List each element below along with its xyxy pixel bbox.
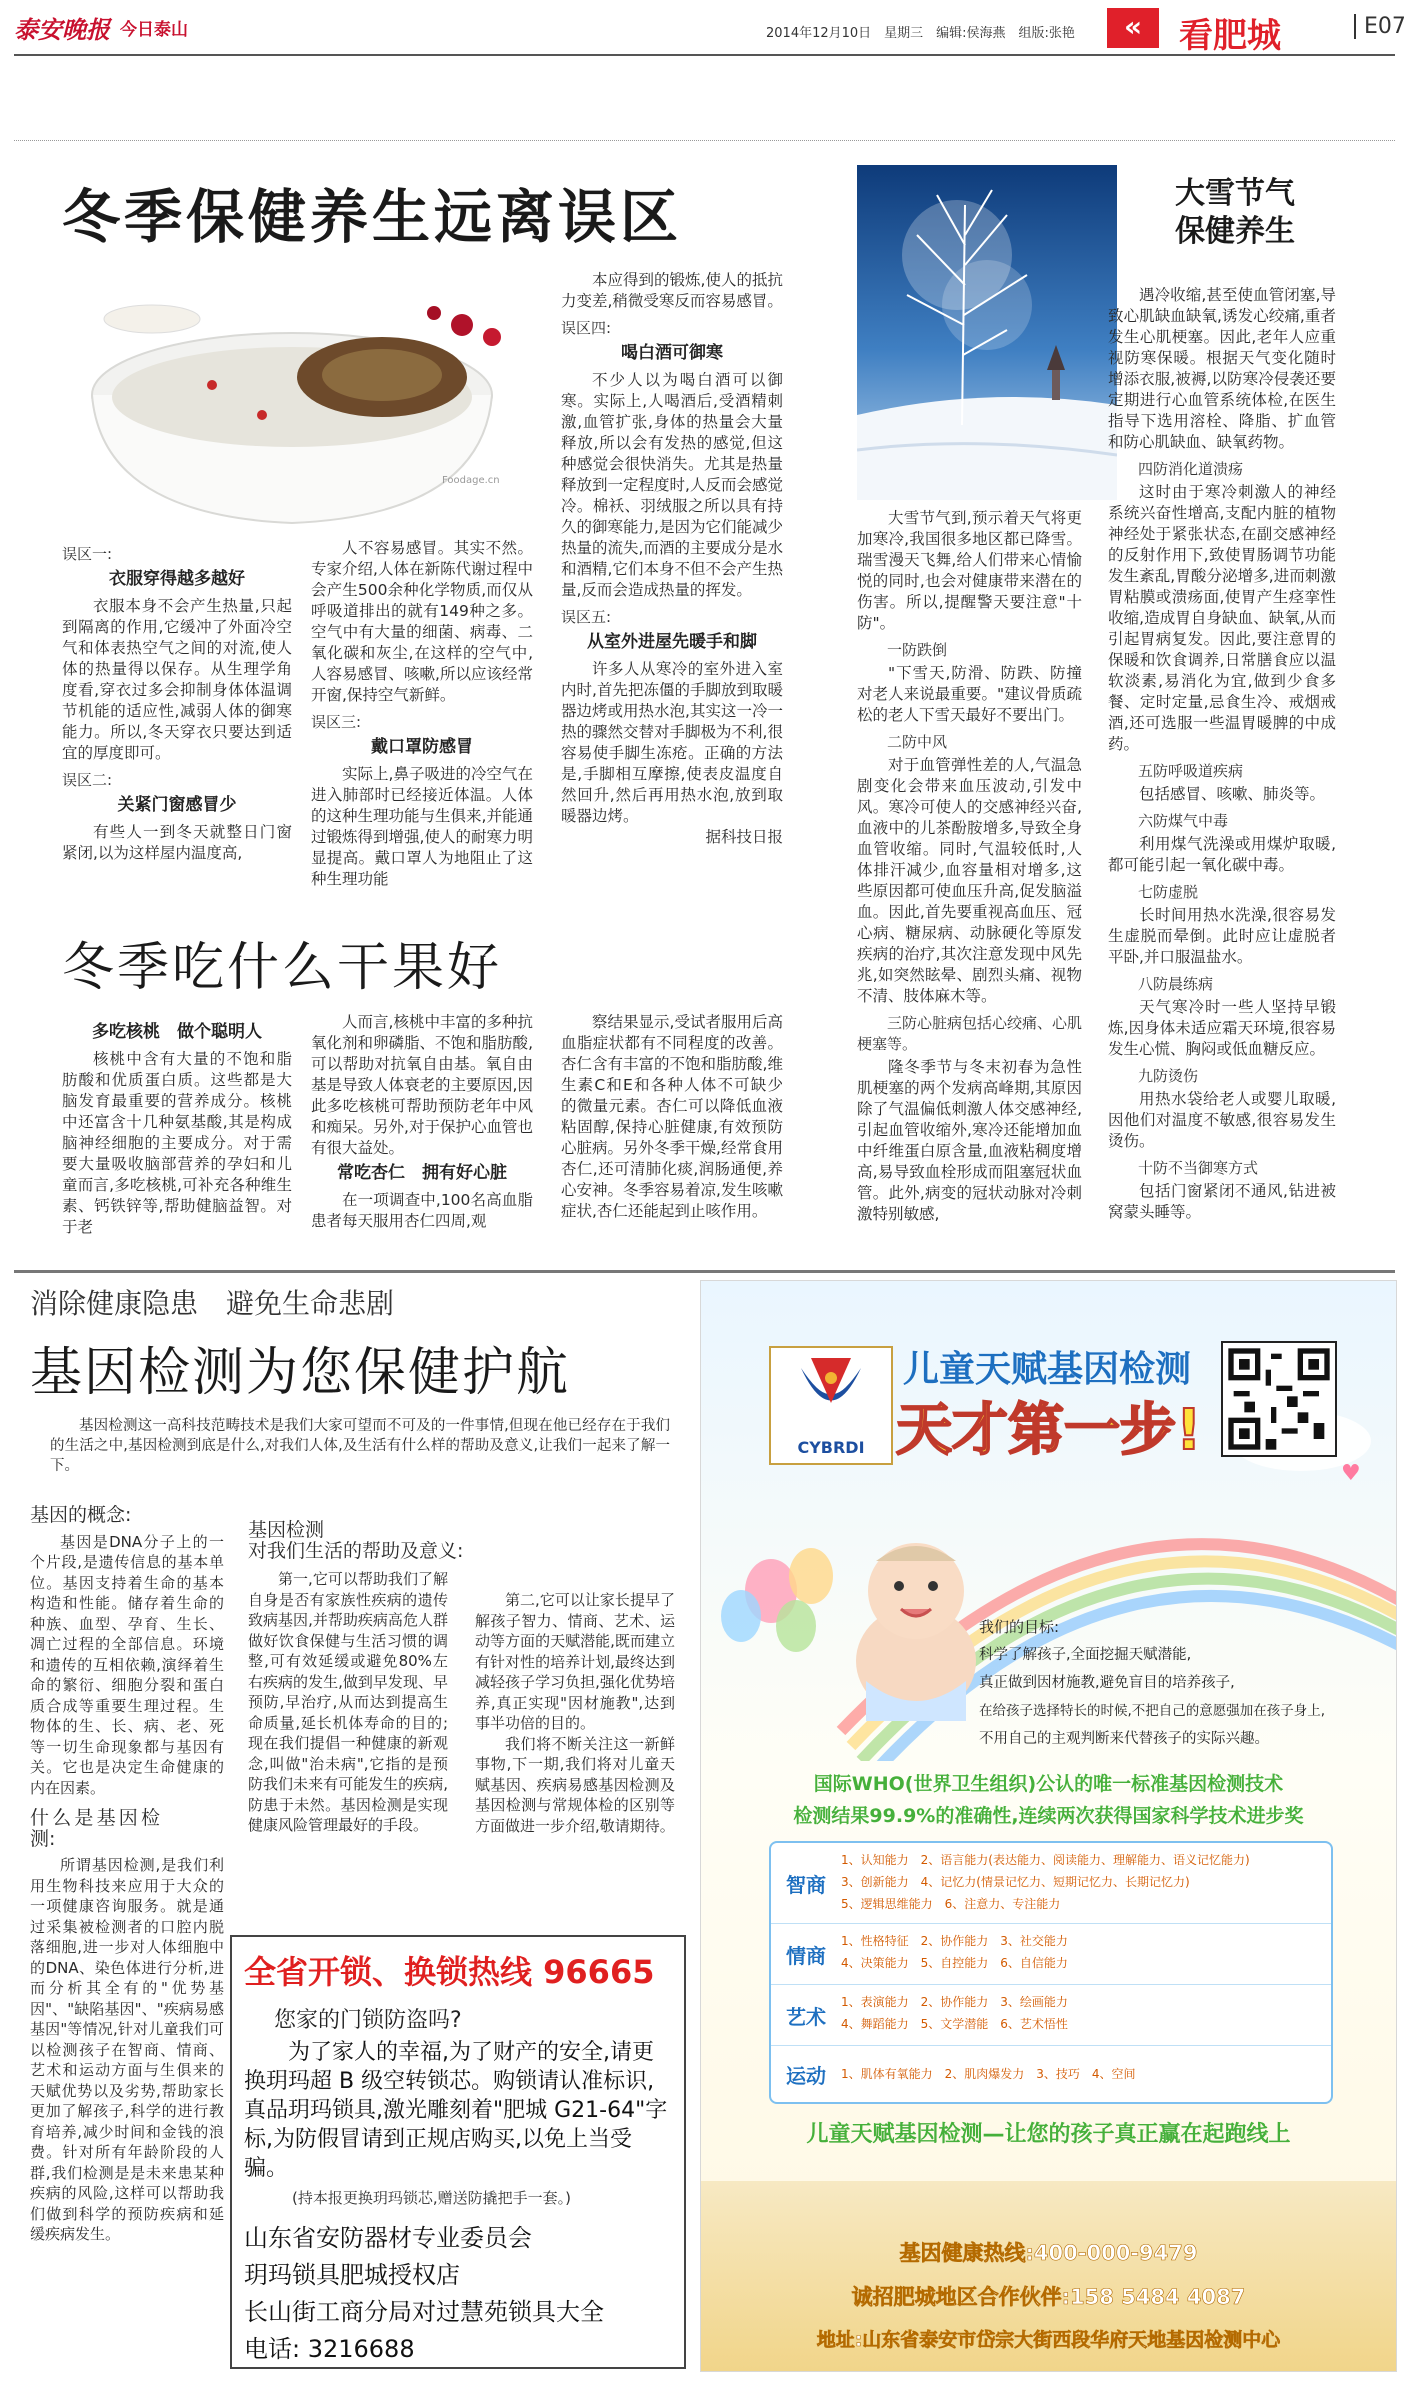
paragraph: 有些人一到冬天就整日门窗紧闭,以为这样屋内温度高, xyxy=(62,823,292,862)
who-line: 国际WHO(世界卫生组织)公认的唯一标准基因检测技术 xyxy=(813,1773,1284,1795)
category-name: 情商 xyxy=(786,1943,826,1968)
myth-label-1: 误区一: xyxy=(62,545,113,563)
lock-ad-org3: 长山街工商分局对过慧苑锁具大全 xyxy=(244,2298,604,2326)
paragraph: 这时由于寒冷刺激人的神经系统兴奋性增高,支配内脏的植物神经处于紧张状态,在副交感神经的反射作用下,致使胃肠调节功能发生紊乱,胃酸分泌增多,进而刺激胃粘膜或溃疡面,使胃产生痉挛性收缩,造成胃自身缺血、缺氧,从而引起胃病复发。因此,要注意胃的保暖和饮食调养,日常膳食应以温软淡素,易消化为宜,做到少食多餐、定时定量,忌食生冷、戒烟戒酒,还可选服一些温胃暖脾的中成药。 xyxy=(1108,483,1336,753)
paragraph: 许多人从寒冷的室外进入室内时,首先把冻僵的手脚放到取暖器边烤或用热水泡,其实这一冷一热的骤然交替对手脚极为不利,很容易使手脚生冻疮。正确的方法是,手脚相互摩擦,使表皮温度自然回升,然后再用热水泡,放到取暖器边烤。 xyxy=(561,660,783,825)
article1-title: 冬季保健养生远离误区 xyxy=(62,183,683,251)
photo-credit: Foodage.cn xyxy=(442,475,500,486)
article1-col1 xyxy=(62,538,292,864)
logo-text: CYBRDI xyxy=(797,1438,865,1457)
gene-ad xyxy=(700,1280,1397,2372)
prevention-9: 九防烫伤 xyxy=(1138,1067,1199,1085)
paragraph: 基因是DNA分子上的一个片段,是遗传信息的基本单位。基因支持着生命的基本构造和性能。储存着生命的种族、血型、孕育、生长、凋亡过程的全部信息。环境和遗传的互相依赖,演绎着生命的繁衍、细胞分裂和蛋白质合成等重要生理过程。生物体的生、长、病、老、死等一切生命现象都与基因有关。它也是决定生命健康的内在因素。 xyxy=(30,1532,224,1797)
paragraph: 衣服本身不会产生热量,只起到隔离的作用,它缓冲了外面冷空气和体表热空气之间的对流,使人体的热量得以保存。从生理学角度看,穿衣过多会抑制身体体温调节机能的适应性,减弱人体的御寒能力。所以,冬天穿衣只要达到适宜的厚度即可。 xyxy=(62,597,292,762)
paragraph: 本应得到的锻炼,使人的抵抗力变差,稍微受寒反而容易感冒。 xyxy=(561,271,783,310)
myth-heading-1: 衣服穿得越多越好 xyxy=(109,569,245,589)
article1-col2 xyxy=(311,538,533,890)
paragraph: 人不容易感冒。其实不然。专家介绍,人体在新陈代谢过程中会产生500余种化学物质,而仅从呼吸道排出的就有149种之多。空气中有大量的细菌、病毒、二氧化碳和灰尘,在这样的空气中,人容易感冒、咳嗽,所以应该经常开窗,保持空气新鲜。 xyxy=(311,539,533,704)
myth-heading-4: 喝白酒可御寒 xyxy=(621,343,723,363)
section-flag-icon: « xyxy=(1107,8,1159,48)
article4-col3 xyxy=(475,1590,675,1836)
paragraph: 天气寒冷时一些人坚持早锻炼,因身体未适应霜天环境,很容易发生心慌、胸闷或低血糖反应。 xyxy=(1108,998,1336,1058)
header-rule-thin xyxy=(14,140,1395,141)
accuracy-line: 检测结果99.9%的准确性,连续两次获得国家科学技术进步奖 xyxy=(793,1805,1304,1827)
gene-ad-title1: 儿童天赋基因检测 xyxy=(903,1349,1192,1390)
category-name: 运动 xyxy=(786,2063,826,2088)
article3-title-text: 大雪节气保健养生 xyxy=(1175,176,1295,249)
prevention-8: 八防晨练病 xyxy=(1138,975,1214,993)
paragraph: 遇冷收缩,甚至使血管闭塞,导致心肌缺血缺氧,诱发心绞痛,重者发生心肌梗塞。因此,老年人应重视防寒保暖。根据天气变化随时增添衣服,被褥,以防寒冷侵袭还要定期进行心血管系统体检,在医生指导下选用溶栓、降脂、扩血管和防心肌缺血、缺氧药物。 xyxy=(1108,286,1336,451)
article3-col1 xyxy=(857,508,1082,1225)
gene-concept-heading: 基因的概念: xyxy=(30,1504,132,1526)
snow-photo xyxy=(857,165,1117,500)
prevention-10: 十防不当御寒方式 xyxy=(1138,1159,1259,1177)
article4-kicker: 消除健康隐患 避免生命悲剧 xyxy=(30,1287,395,1320)
category-item: 1、表演能力 2、协作能力 3、绘画能力 xyxy=(841,1995,1068,2009)
partner-line[interactable]: 诚招肥城地区合作伙伴:158 5484 4087 xyxy=(851,2285,1246,2309)
ability-row xyxy=(771,1985,1331,2046)
myth-label-4: 误区四: xyxy=(561,319,612,337)
myth-label-5: 误区五: xyxy=(561,608,612,626)
article4-lead xyxy=(50,1416,670,1476)
hotline[interactable]: 基因健康热线:400-000-9479 xyxy=(899,2241,1198,2265)
category-name: 智商 xyxy=(786,1872,826,1897)
article3-col2 xyxy=(1108,285,1336,1223)
help-heading xyxy=(248,1519,464,1562)
category-item: 1、性格特征 2、协作能力 3、社交能力 xyxy=(841,1934,1068,1948)
goal-line: 不用自己的主观判断来代替孩子的实际兴趣。 xyxy=(979,1731,1269,1747)
paragraph: 大雪节气到,预示着天气将更加寒冷,我国很多地区都已降雪。瑞雪漫天飞舞,给人们带来心情愉悦的同时,也会对健康带来潜在的伤害。所以,提醒警天要注意"十防"。 xyxy=(857,509,1082,632)
category-items xyxy=(841,2046,1331,2102)
section-left: 今日泰山 xyxy=(120,20,188,40)
article4-title: 基因检测为您保健护航 xyxy=(30,1343,571,1403)
paragraph: 人而言,核桃中丰富的多种抗氧化剂和卵磷脂、不饱和脂肪酸,可以帮助对抗氧自由基。氧自由基是导致人体衰老的主要原因,因此多吃核桃可帮助预防老年中风和痴呆。另外,对于保护心血管也有很大益处。 xyxy=(311,1013,533,1157)
page-number: E07 xyxy=(1354,14,1406,39)
goal-line: 科学了解孩子,全面挖掘天赋潜能, xyxy=(979,1647,1192,1663)
myth-heading-3: 戴口罩防感冒 xyxy=(371,737,473,757)
paragraph: 察结果显示,受试者服用后高血脂症状都有不同程度的改善。杏仁含有丰富的不饱和脂肪酸,维生素C和E和各种人体不可缺少的微量元素。杏仁可以降低血液粘固醇,保持心脏健康,有效预防心脏病。另外冬季干燥,经常食用杏仁,还可清肺化痰,润肠通便,养心安神。冬季容易着凉,发生咳嗽症状,杏仁还能起到止咳作用。 xyxy=(561,1013,783,1220)
category-name: 艺术 xyxy=(786,2004,826,2029)
category-item: 4、舞蹈能力 5、文学潜能 6、艺术悟性 xyxy=(841,2017,1068,2031)
prevention-5: 五防呼吸道疾病 xyxy=(1138,762,1244,780)
paragraph: 第一,它可以帮助我们了解自身是否有家族性疾病的遗传致病基因,并帮助疾病高危人群做好饮食保健与生活习惯的调整,可有效延缓或避免80%左右疾病的发生,做到早发现、早预防,早治疗,从而达到提高生命质量,延长机体寿命的目的;现在我们提倡一种健康的新观念,叫做"治未病",它指的是预防我们未来有可能发生的疾病,防患于未然。基因检测是实现健康风险管理最好的手段。 xyxy=(248,1570,448,1834)
ability-row xyxy=(771,1843,1331,1924)
paragraph: 包括感冒、咳嗽、肺炎等。 xyxy=(1139,785,1326,803)
article4-col2 xyxy=(248,1519,464,1836)
myth-label-2: 误区二: xyxy=(62,771,113,789)
category-items xyxy=(841,1985,1331,2045)
prevention-6: 六防煤气中毒 xyxy=(1138,812,1229,830)
article1-col3 xyxy=(561,270,783,848)
paragraph: 用热水袋给老人或婴儿取暖,因他们对温度不敏感,很容易发生烫伤。 xyxy=(1108,1090,1336,1150)
article4-col1 xyxy=(30,1505,224,2245)
lock-ad-body: 为了家人的幸福,为了财产的安全,请更换玥玛超 B 级空转锁芯。购锁请认准标识,真品玥玛锁具,激光雕刻着"肥城 G21-64"字标,为防假冒请到正规店购买,以免上当受骗。 xyxy=(244,2040,668,2181)
lock-ad-headline: 全省开锁、换锁热线 96665 xyxy=(244,1953,655,1991)
prevention-4: 四防消化道溃疡 xyxy=(1138,460,1244,478)
category-item: 5、逻辑思维能力 6、注意力、专注能力 xyxy=(841,1897,1061,1911)
lock-ad-org2: 玥玛锁具肥城授权店 xyxy=(244,2261,460,2289)
paragraph: "下雪天,防滑、防跌、防撞对老人来说最重要。"建议骨质疏松的老人下雪天最好不要出门。 xyxy=(857,664,1082,724)
help-heading-line2: 对我们生活的帮助及意义: xyxy=(248,1539,464,1562)
baby-photo xyxy=(841,1531,991,1721)
goal-line: 在给孩子选择特长的时候,不把自己的意愿强加在孩子身上, xyxy=(979,1703,1326,1719)
paragraph: 核桃中含有大量的不饱和脂肪酸和优质蛋白质。这些都是大脑发育最重要的营养成分。核桃中还富含十几种氨基酸,其是构成脑神经细胞的主要成分。对于需要大量吸收脑部营养的孕妇和儿童而言,多吃核桃,可补充各种维生素、钙铁锌等,帮助健脑益智。对于老 xyxy=(62,1050,292,1236)
goal-list xyxy=(979,1641,1379,1753)
qr-code[interactable] xyxy=(1221,1341,1337,1457)
almond-heading: 常吃杏仁 拥有好心脏 xyxy=(337,1163,507,1183)
lock-ad-note: (持本报更换玥玛锁芯,赠送防撬把手一套。) xyxy=(292,2189,571,2207)
category-item: 1、认知能力 2、语言能力(表达能力、阅读能力、理解能力、语义记忆能力) xyxy=(841,1853,1250,1867)
category-item: 4、决策能力 5、自控能力 6、自信能力 xyxy=(841,1956,1068,1970)
prevention-2: 二防中风 xyxy=(887,733,948,751)
paragraph: 第二,它可以让家长提早了解孩子智力、情商、艺术、运动等方面的天赋潜能,既而建立有针对性的培养计划,最终达到减轻孩子学习负担,强化优势培养,真正实现"因材施教",达到事半功倍的目的。 xyxy=(475,1591,675,1732)
gene-ad-slogan: 儿童天赋基因检测—让您的孩子真正赢在起跑线上 xyxy=(806,2122,1291,2147)
date-line: 2014年12月10日 星期三 编辑:侯海燕 组版:张艳 xyxy=(766,26,1075,41)
masthead xyxy=(14,8,1406,56)
article2-col2 xyxy=(311,1012,533,1232)
walnut-heading: 多吃核桃 做个聪明人 xyxy=(92,1022,262,1042)
paragraph: 包括门窗紧闭不通风,钻进被窝蒙头睡等。 xyxy=(1108,1182,1336,1221)
paper-name: 泰安晚报 xyxy=(14,15,110,44)
article2-title: 冬季吃什么干果好 xyxy=(62,938,503,998)
category-items xyxy=(841,1843,1331,1923)
ability-row xyxy=(771,2046,1331,2102)
gene-ad-title2: 天才第一步! xyxy=(896,1398,1202,1463)
article2-col3 xyxy=(561,1012,783,1222)
article2-col1 xyxy=(62,1018,292,1238)
paragraph: 隆冬季节与冬末初春为急性肌梗塞的两个发病高峰期,其原因除了气温偏低刺激人体交感神经,引起血管收缩外,寒冷还能增加血中纤维蛋白原含量,血液粘稠度增高,易导致血栓形成而阻塞冠状血管。此外,病变的冠状动脉对冷刺激特别敏感, xyxy=(857,1058,1082,1223)
heart-icon: ♥ xyxy=(1341,1461,1361,1486)
paragraph: 对于血管弹性差的人,气温急剧变化会带来血压波动,引发中风。寒冷可使人的交感神经兴奋,血液中的儿茶酚胺增多,导致全身血管收缩。同时,气温较低时,人体排汗减少,血容量相对增多,这些原因都可使血压升高,促发脑溢血。因此,首先要重视高血压、冠心病、糖尿病、动脉硬化等原发疾病的治疗,其次注意发现中风先兆,如突然眩晕、剧烈头痛、视物不清、肢体麻木等。 xyxy=(857,756,1082,1005)
paragraph: 利用煤气洗澡或用煤炉取暖,都可能引起一氧化碳中毒。 xyxy=(1108,835,1336,874)
paragraph: 在一项调查中,100名高血脂患者每天服用杏仁四周,观 xyxy=(311,1191,533,1230)
lock-ad-org1: 山东省安防器材专业委员会 xyxy=(244,2224,532,2252)
paragraph: 实际上,鼻子吸进的冷空气在进入肺部时已经接近体温。人体的这种生理功能与生俱来,并能通过锻炼得到增强,使人的耐寒力明显提高。戴口罩人为地阻止了这种生理功能 xyxy=(311,765,533,888)
category-items xyxy=(841,1924,1331,1984)
lead-paragraph: 基因检测这一高科技范畴技术是我们大家可望而不可及的一件事情,但现在他已经存在于我们的生活之中,基因检测到底是什么,对我们人体,及生活有什么样的帮助及意义,让我们一起来了解一下。 xyxy=(50,1418,670,1474)
goal-title: 我们的目标: xyxy=(979,1618,1060,1636)
help-heading-line1: 基因检测 xyxy=(248,1519,325,1541)
header-rule xyxy=(14,54,1395,56)
prevention-1: 一防跌倒 xyxy=(887,641,948,659)
gene-test-heading: 什么是基因检测: xyxy=(30,1807,160,1850)
address-line: 地址:山东省泰安市岱宗大街西段华府天地基因检测中心 xyxy=(816,2329,1281,2351)
goal-line: 真正做到因材施教,避免盲目的培养孩子, xyxy=(979,1675,1235,1691)
prevention-3: 三防心脏病包括心绞痛、心肌梗塞等。 xyxy=(857,1014,1083,1053)
paragraph: 我们将不断关注这一新鲜事物,下一期,我们将对儿童天赋基因、疾病易感基因检测及基因检测与常规体检的区别等方面做进一步介绍,敬请期待。 xyxy=(475,1734,675,1835)
article3-title xyxy=(1150,175,1320,251)
section-divider xyxy=(14,1270,1395,1273)
lock-ad-question: 您家的门锁防盗吗? xyxy=(274,2008,462,2033)
source-credit: 据科技日报 xyxy=(705,828,783,846)
category-item: 3、创新能力 4、记忆力(情景记忆力、短期记忆力、长期记忆力) xyxy=(841,1875,1190,1889)
lock-ad-phone[interactable]: 电话: 3216688 xyxy=(244,2335,415,2363)
contact-band xyxy=(701,2181,1396,2371)
section-title: 看肥城 xyxy=(1179,16,1281,56)
myth-heading-5: 从室外进屋先暖手和脚 xyxy=(587,632,757,652)
soup-bowl-photo xyxy=(62,265,552,535)
lock-ad xyxy=(230,1935,686,2369)
paragraph: 长时间用热水洗澡,很容易发生虚脱而晕倒。此时应让虚脱者平卧,并口服温盐水。 xyxy=(1108,906,1336,966)
ability-row xyxy=(771,1924,1331,1985)
ability-table xyxy=(769,1841,1333,2104)
prevention-7: 七防虚脱 xyxy=(1138,883,1199,901)
category-item: 1、肌体有氧能力 2、肌肉爆发力 3、技巧 4、空间 xyxy=(841,2067,1136,2081)
myth-label-3: 误区三: xyxy=(311,713,362,731)
paragraph: 不少人以为喝白酒可以御寒。实际上,人喝酒后,受酒精刺激,血管扩张,身体的热量会大量释放,所以会有发热的感觉,但这种感觉会很快消失。尤其是热量释放到一定程度时,人反而会感觉冷。棉袄、羽绒服之所以具有持久的御寒能力,是因为它们能减少热量的流失,而酒的主要成分是水和酒精,它们本身不但不会产生热量,反而会造成热量的挥发。 xyxy=(561,371,783,599)
cybrdi-logo xyxy=(769,1346,893,1465)
myth-heading-2: 关紧门窗感冒少 xyxy=(117,795,237,815)
paragraph: 所谓基因检测,是我们利用生物科技来应用于大众的一项健康咨询服务。就是通过采集被检测者的口腔内脱落细胞,进一步对人体细胞中的DNA、染色体进行分析,进而分析其全有的"优势基因"、"缺陷基因"、"疾病易感基因"等情况,针对儿童我们可以检测孩子在智商、情商、艺术和运动方面与生俱来的天赋优势以及劣势,帮助家长更加了解孩子,科学的进行教育培养,减少时间和金钱的浪费。针对所有年龄阶段的人群,我们检测是是未来患某种疾病的风险,这样可以帮助我们做到科学的预防疾病和延缓疾病发生。 xyxy=(30,1856,224,2243)
